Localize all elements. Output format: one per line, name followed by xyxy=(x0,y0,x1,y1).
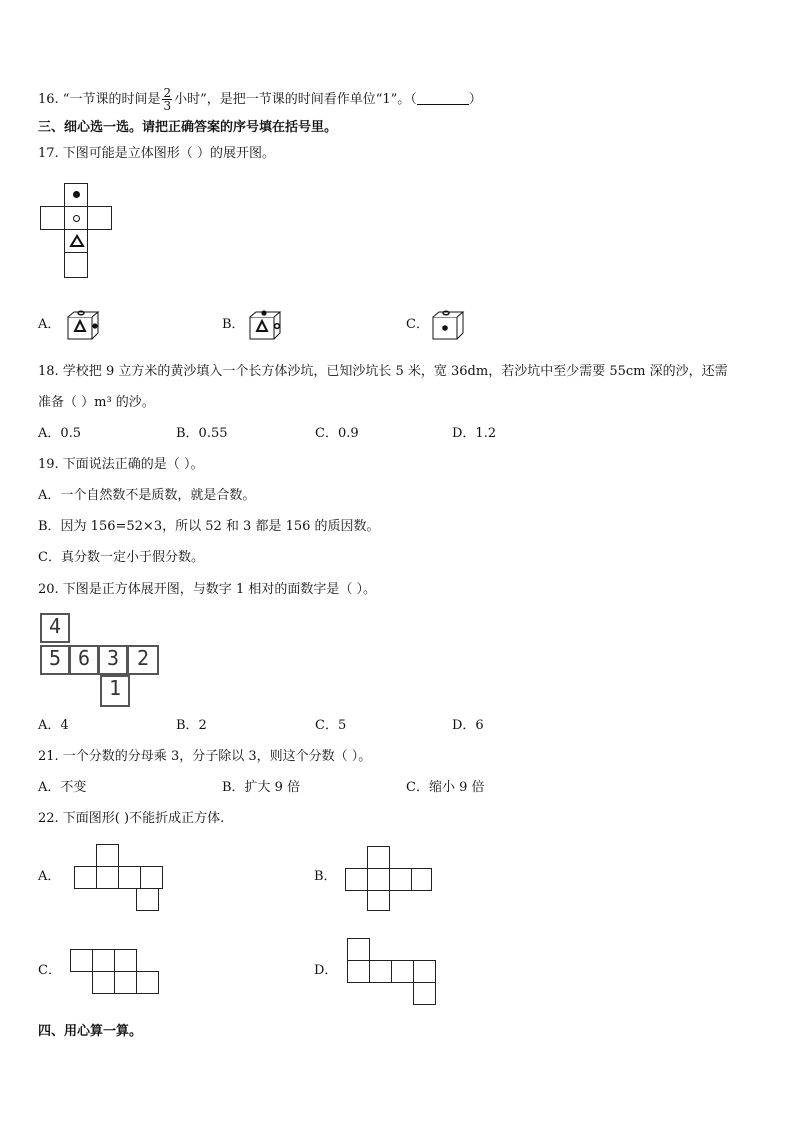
question-16 xyxy=(38,87,482,112)
q22-option-c[interactable]: C． xyxy=(38,963,61,978)
q21-option-b[interactable]: B．扩大 9 倍 xyxy=(222,780,301,795)
q18-option-a[interactable]: A．0.5 xyxy=(38,426,82,441)
net-square xyxy=(391,960,414,983)
net-face-circle xyxy=(64,206,88,230)
net-face-triangle xyxy=(64,229,88,253)
net-face-3: 3 xyxy=(98,645,128,675)
q21-option-c[interactable]: C．缩小 9 倍 xyxy=(406,780,485,795)
net-square xyxy=(367,846,390,869)
net-face-5: 5 xyxy=(40,645,70,675)
option-label: B． xyxy=(222,317,245,332)
fraction-denominator: 3 xyxy=(163,99,172,113)
q17-cube-b-icon xyxy=(248,309,288,341)
q17-option-c[interactable] xyxy=(406,316,429,334)
question-18-line-2: 准备（ ）m³ 的沙。 xyxy=(38,395,155,410)
q18-option-d[interactable]: D．1.2 xyxy=(452,426,497,441)
net-face-2: 2 xyxy=(127,645,159,675)
q18-option-b[interactable]: B．0.55 xyxy=(176,426,228,441)
net-square xyxy=(136,971,159,994)
net-square xyxy=(70,949,93,972)
q18-option-c[interactable]: C．0.9 xyxy=(315,426,359,441)
net-square xyxy=(136,888,159,911)
net-face xyxy=(64,252,88,278)
net-square xyxy=(369,960,392,983)
net-square xyxy=(411,868,432,891)
q20-option-b[interactable]: B．2 xyxy=(176,718,207,733)
question-20: 20. 下图是正方体展开图，与数字 1 相对的面数字是（ ）。 xyxy=(38,582,376,597)
filled-dot-icon xyxy=(73,191,80,198)
q22-option-b[interactable]: B． xyxy=(314,869,337,884)
q17-option-b[interactable] xyxy=(222,316,245,334)
hollow-circle-icon xyxy=(73,215,80,222)
q16-text-post: 小时”，是把一节课的时间看作单位“1”。（ xyxy=(174,92,417,107)
net-square xyxy=(96,844,119,867)
question-17: 17. 下图可能是立体图形（ ）的展开图。 xyxy=(38,146,275,161)
question-21: 21. 一个分数的分母乘 3，分子除以 3，则这个分数（ ）。 xyxy=(38,749,372,764)
net-square xyxy=(118,866,141,889)
net-square xyxy=(367,890,390,911)
q19-option-b[interactable]: B．因为 156=52×3，所以 52 和 3 都是 156 的质因数。 xyxy=(38,519,380,534)
q19-option-a[interactable]: A．一个自然数不是质数，就是合数。 xyxy=(38,488,256,503)
net-square xyxy=(347,938,370,961)
net-face-4: 4 xyxy=(40,613,70,643)
net-square xyxy=(367,868,390,891)
section-3-heading: 三、细心选一选。请把正确答案的序号填在括号里。 xyxy=(38,120,338,135)
q16-text-pre: 16. “一节课的时间是 xyxy=(38,92,161,107)
answer-blank[interactable] xyxy=(417,92,469,105)
net-square xyxy=(92,949,115,972)
net-square xyxy=(92,971,115,994)
question-22: 22. 下面图形( )不能折成正方体. xyxy=(38,811,225,826)
section-4-heading: 四、用心算一算。 xyxy=(38,1024,143,1039)
net-square xyxy=(140,866,163,889)
q22-option-d[interactable]: D． xyxy=(314,963,338,978)
net-face-1: 1 xyxy=(100,675,130,707)
net-square xyxy=(413,982,436,1005)
net-square xyxy=(74,866,97,889)
triangle-icon xyxy=(65,230,89,254)
net-face-6: 6 xyxy=(69,645,99,675)
q20-option-d[interactable]: D．6 xyxy=(452,718,484,733)
option-label: A． xyxy=(38,317,61,332)
net-square xyxy=(389,868,412,891)
q22-option-a[interactable]: A． xyxy=(38,869,61,884)
q17-cube-c-icon xyxy=(431,309,471,341)
fraction-two-thirds xyxy=(162,87,172,112)
net-square xyxy=(347,960,370,983)
net-face xyxy=(40,206,65,230)
option-label: C． xyxy=(406,317,429,332)
net-face xyxy=(87,206,112,230)
net-square xyxy=(114,971,137,994)
net-face-dot xyxy=(64,183,88,207)
net-square xyxy=(413,960,436,983)
net-square xyxy=(114,949,137,972)
net-square xyxy=(345,868,368,891)
q17-cube-a-icon xyxy=(66,309,106,341)
net-square xyxy=(96,866,119,889)
question-18-line-1: 18. 学校把 9 立方米的黄沙填入一个长方体沙坑，已知沙坑长 5 米，宽 36dm，若沙坑中至少需要 55cm 深的沙，还需 xyxy=(38,364,728,379)
q21-option-a[interactable]: A．不变 xyxy=(38,780,87,795)
q19-option-c[interactable]: C．真分数一定小于假分数。 xyxy=(38,550,204,565)
q20-option-c[interactable]: C．5 xyxy=(315,718,347,733)
fraction-numerator: 2 xyxy=(163,86,172,100)
q20-option-a[interactable]: A．4 xyxy=(38,718,69,733)
question-19: 19. 下面说法正确的是（ ）。 xyxy=(38,457,204,472)
q16-text-end: ） xyxy=(468,92,482,107)
q17-option-a[interactable] xyxy=(38,316,60,334)
